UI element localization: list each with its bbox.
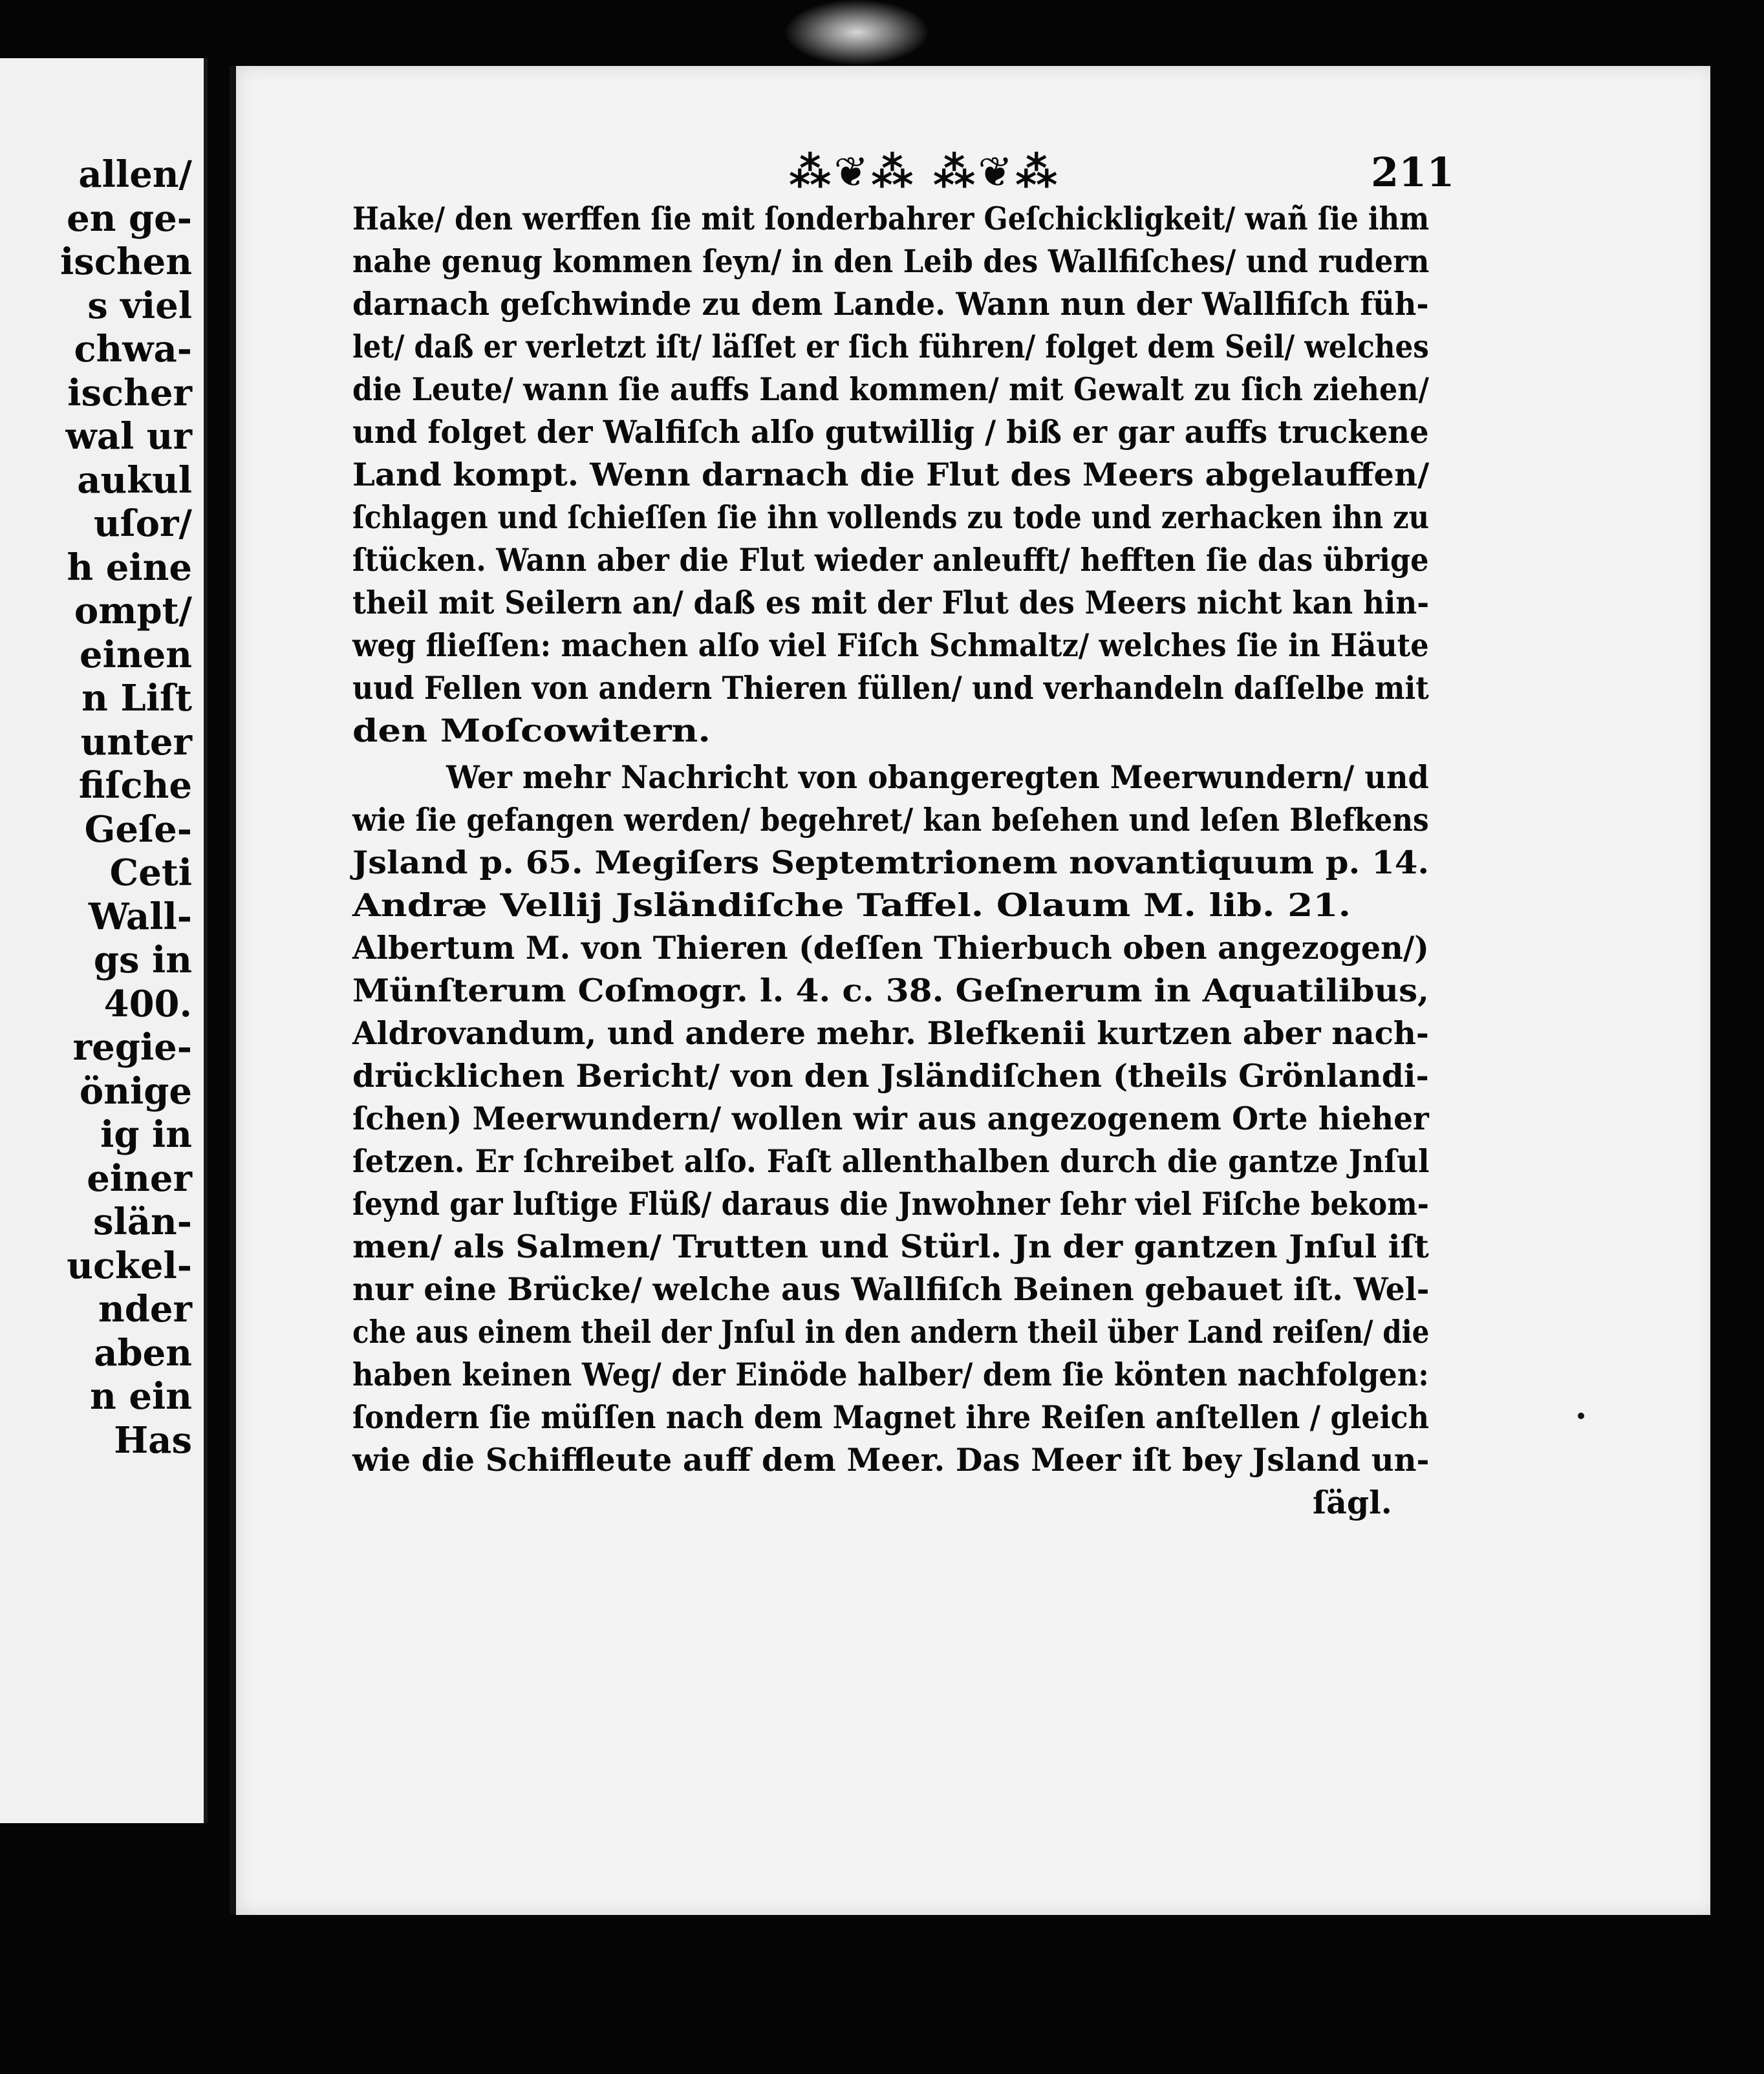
left-page-line: chwa- xyxy=(74,328,192,370)
body-line: Albertum M. von Thieren (deſſen Thierbuch oben angezogen/) xyxy=(352,929,1429,967)
body-line: ſeynd gar luſtige Flüß/ daraus die Jnwohner ſehr viel Fiſche bekom- xyxy=(352,1185,1429,1223)
scan-border-bottom xyxy=(0,1917,1764,2074)
left-page-line: aukul xyxy=(77,458,192,502)
body-line: Wer mehr Nachricht von obangeregten Meerwundern/ und xyxy=(446,758,1429,796)
body-line: haben keinen Weg/ der Einöde halber/ dem ſie könten nachfolgen: xyxy=(352,1356,1429,1393)
left-page-line: aben xyxy=(94,1331,192,1374)
left-page-line: uſor/ xyxy=(93,502,192,545)
body-line: die Leute/ wann ſie auffs Land kommen/ mit Gewalt zu ſich ziehen/ xyxy=(352,370,1429,408)
body-line: wie die Schiffleute auff dem Meer. Das Meer iſt bey Jsland un- xyxy=(352,1441,1430,1479)
left-page-line: slän- xyxy=(92,1201,192,1243)
catchword: ſägl. xyxy=(1313,1484,1392,1521)
left-page-line: regie- xyxy=(72,1026,192,1069)
body-line: wie ſie gefangen werden/ begehret/ kan beſehen und leſen Blefkens xyxy=(352,801,1429,839)
ink-speck xyxy=(1578,1413,1584,1419)
body-line: ſondern ſie müſſen nach dem Magnet ihre Reiſen anſtellen / gleich xyxy=(352,1398,1429,1436)
body-line: ſetzen. Er ſchreibet alſo. Faſt allenthalben durch die gantze Jnſul xyxy=(352,1142,1430,1180)
left-page-line: en ge- xyxy=(67,197,192,240)
body-line: und folget der Walfiſch alſo gutwillig / biß er gar auffs truckene xyxy=(352,413,1429,451)
body-line: ſchen) Meerwundern/ wollen wir aus angezogenem Orte hieher xyxy=(352,1100,1429,1137)
left-page-line: wal ur xyxy=(65,415,192,458)
left-page-line: uckel- xyxy=(67,1244,192,1287)
left-page-line: ischer xyxy=(67,371,192,414)
left-page-line: ompt/ xyxy=(74,590,192,632)
body-line: che aus einem theil der Jnſul in den andern theil über Land reiſen/ die xyxy=(352,1313,1430,1351)
camera-flash-glare xyxy=(786,0,928,65)
body-line: darnach geſchwinde zu dem Lande. Wann nun der Wallfiſch füh- xyxy=(352,285,1429,323)
left-page-line: einer xyxy=(87,1157,192,1200)
left-page-line: allen/ xyxy=(78,153,192,196)
body-line: Land kompt. Wenn darnach die Flut des Meers abgelauffen/ xyxy=(352,456,1430,493)
left-page-line: Wall- xyxy=(88,895,192,938)
left-page-line: h eine xyxy=(67,546,192,589)
scan-border-right xyxy=(1710,66,1764,1941)
body-line: Hake/ den werffen ſie mit ſonderbahrer Geſchickligkeit/ wañ ſie ihm xyxy=(352,200,1430,237)
header-ornament: ⁂❦⁂ ⁂❦⁂ xyxy=(789,149,1060,197)
body-line: drücklichen Bericht/ von den Jsländiſchen (theils Grönlandi- xyxy=(352,1057,1429,1095)
body-line: men/ als Salmen/ Trutten und Stürl. Jn der gantzen Jnſul iſt xyxy=(352,1228,1429,1265)
left-page-line: 400. xyxy=(103,982,192,1025)
body-line: den Moſcowitern. xyxy=(352,712,711,749)
body-line: nahe genug kommen ſeyn/ in den Leib des Wallfiſches/ und rudern xyxy=(352,242,1430,280)
left-page-line: gs in xyxy=(93,939,192,981)
body-line: let/ daß er verletzt iſt/ läſſet er ſich führen/ folget dem Seil/ welches xyxy=(352,328,1429,365)
body-line: weg flieſſen: machen alſo viel Fiſch Schmaltz/ welches ſie in Häute xyxy=(352,626,1429,664)
left-page-line: Geſe- xyxy=(84,807,192,851)
left-page-line: unter xyxy=(80,720,192,764)
left-page-line: Ceti xyxy=(109,851,192,894)
left-page-line: einen xyxy=(80,633,192,676)
left-page-line: s viel xyxy=(87,284,192,327)
body-line: theil mit Seilern an/ daß es mit der Flut des Meers nicht kan hin- xyxy=(352,584,1430,621)
body-line: ſtücken. Wann aber die Flut wieder anleufft/ hefften ſie das übrige xyxy=(352,541,1429,579)
body-line: nur eine Brücke/ welche aus Wallfiſch Beinen gebauet iſt. Wel- xyxy=(352,1270,1430,1308)
left-page-line: Has xyxy=(114,1418,192,1462)
left-page-line: n Liſt xyxy=(81,677,192,720)
body-line: Andræ Vellij Jsländiſche Taffel. Olaum M. lib. 21. xyxy=(352,886,1351,924)
left-page-line: n ein xyxy=(90,1375,192,1418)
left-page-line: fiſche xyxy=(78,764,192,807)
body-line: Aldrovandum, und andere mehr. Blefkenii kurtzen aber nach- xyxy=(352,1014,1429,1052)
page-number: 211 xyxy=(1371,149,1455,196)
left-page-line: nder xyxy=(98,1288,192,1331)
body-line: uud Fellen von andern Thieren füllen/ und verhandeln daſſelbe mit xyxy=(352,669,1429,707)
left-page-line: önige xyxy=(79,1069,192,1113)
left-page-line: ischen xyxy=(60,241,192,283)
body-line: Jsland p. 65. Megiſers Septemtrionem novantiquum p. 14. xyxy=(352,844,1430,881)
previous-page-fragment xyxy=(0,58,208,1823)
left-page-line: ig in xyxy=(100,1113,192,1156)
body-line: ſchlagen und ſchieſſen ſie ihn vollends zu tode und zerhacken ihn zu xyxy=(352,498,1429,536)
body-line: Münſterum Coſmogr. l. 4. c. 38. Geſnerum in Aquatilibus, xyxy=(352,972,1430,1009)
